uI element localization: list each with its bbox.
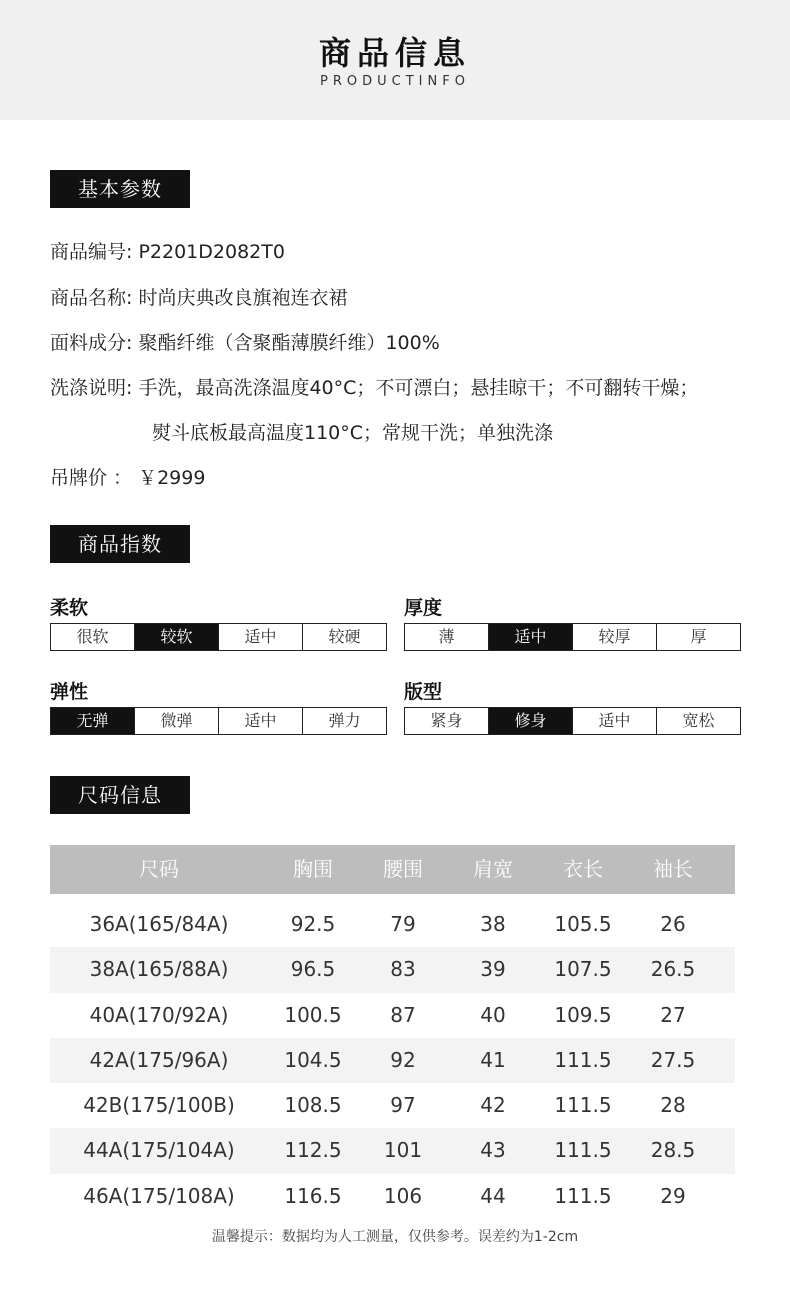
table-cell: 97 (390, 1093, 416, 1118)
table-cell: 106 (383, 1183, 423, 1208)
table-cell: 38 (480, 912, 506, 936)
table-cell: 92.5 (290, 912, 336, 936)
table-cell: 105.5 (554, 912, 612, 936)
table-row (50, 902, 735, 947)
info-value: P2201D2082T0 (138, 241, 285, 263)
section-label-index: 商品指数 (50, 525, 190, 563)
header-cell: 尺码 (139, 857, 179, 881)
table-cell: 40 (480, 1002, 506, 1027)
scale-option: 微弹 (135, 708, 219, 734)
page-subtitle: PRODUCTINFO (320, 74, 470, 89)
table-cell: 109.5 (554, 1002, 612, 1027)
table-cell: 96.5 (290, 957, 336, 982)
table-cell: 38A(165/88A) (89, 957, 229, 982)
index-title-thickness: 厚度 (404, 597, 443, 619)
table-cell: 26.5 (650, 957, 696, 982)
table-cell: 101 (383, 1138, 423, 1163)
scale-option: 很软 (51, 624, 135, 650)
info-row-price (50, 463, 205, 490)
table-cell: 111.5 (554, 1093, 612, 1118)
table-row (50, 1038, 735, 1083)
table-row (50, 1083, 735, 1128)
scale-softness (50, 623, 387, 651)
table-cell: 108.5 (284, 1093, 342, 1118)
table-cell: 104.5 (284, 1047, 342, 1072)
header-cell: 肩宽 (473, 857, 513, 881)
table-cell: 28 (660, 1093, 686, 1118)
table-row (50, 947, 735, 992)
info-value: 熨斗底板最高温度110°C；常规干洗；单独洗涤 (152, 422, 554, 444)
table-cell: 26 (660, 912, 686, 936)
table-cell: 36A(165/84A) (89, 912, 229, 936)
info-value: 时尚庆典改良旗袍连衣裙 (138, 287, 348, 309)
table-cell: 27.5 (650, 1047, 696, 1072)
scale-option: 宽松 (682, 711, 715, 730)
table-cell: 27 (660, 1002, 686, 1027)
scale-option: 修身 (489, 708, 573, 734)
header-cell: 袖长 (653, 857, 693, 881)
table-cell: 87 (390, 1002, 416, 1027)
table-cell: 42B(175/100B) (83, 1093, 235, 1118)
scale-elasticity (50, 707, 387, 735)
index-title-softness: 柔软 (50, 597, 89, 619)
info-value: 聚酯纤维（含聚酯薄膜纤维）100% (138, 332, 440, 354)
table-cell: 111.5 (554, 1138, 612, 1163)
info-row-wash-cont (152, 418, 553, 445)
table-cell: 107.5 (554, 957, 612, 982)
size-table-header (50, 845, 735, 894)
scale-option: 较硬 (328, 627, 361, 646)
scale-fit (404, 707, 741, 735)
info-key: 面料成分: (50, 332, 133, 354)
table-cell: 42 (480, 1093, 506, 1118)
info-key: 商品名称: (50, 287, 133, 309)
table-cell: 29 (660, 1183, 686, 1208)
table-cell: 41 (480, 1047, 506, 1072)
section-label-basic: 基本参数 (50, 170, 190, 208)
scale-option: 较厚 (573, 624, 657, 650)
info-value: ￥2999 (138, 467, 206, 489)
table-cell: 83 (390, 957, 416, 982)
scale-thickness (404, 623, 741, 651)
info-key: 商品编号: (50, 241, 133, 263)
measurement-note: 温馨提示：数据均为人工测量，仅供参考。误差约为1-2cm (211, 1229, 579, 1245)
table-row (50, 993, 735, 1038)
table-cell: 100.5 (284, 1002, 342, 1027)
header-cell: 腰围 (383, 857, 423, 881)
scale-option: 适中 (219, 624, 303, 650)
scale-option: 适中 (573, 708, 657, 734)
index-title-elasticity: 弹性 (50, 681, 89, 703)
table-cell: 42A(175/96A) (89, 1047, 229, 1072)
table-cell: 44A(175/104A) (83, 1138, 235, 1163)
info-row-fabric (50, 328, 440, 355)
table-cell: 111.5 (554, 1047, 612, 1072)
header-cell: 衣长 (563, 857, 603, 881)
scale-option: 适中 (219, 708, 303, 734)
info-key: 洗涤说明: (50, 377, 133, 399)
scale-option: 无弹 (51, 708, 135, 734)
info-row-name (50, 283, 347, 310)
table-cell: 111.5 (554, 1183, 612, 1208)
scale-option: 适中 (489, 624, 573, 650)
table-cell: 43 (480, 1138, 506, 1163)
table-cell: 116.5 (284, 1183, 342, 1208)
index-title-fit: 版型 (404, 681, 443, 703)
scale-option: 薄 (405, 624, 489, 650)
table-cell: 46A(175/108A) (83, 1183, 235, 1208)
scale-option: 厚 (690, 627, 707, 646)
table-cell: 40A(170/92A) (89, 1002, 229, 1027)
table-cell: 79 (390, 912, 416, 936)
info-row-code (50, 237, 285, 264)
page-header (0, 0, 790, 120)
table-cell: 28.5 (650, 1138, 696, 1163)
scale-option: 较软 (135, 624, 219, 650)
table-cell: 39 (480, 957, 506, 982)
scale-option: 弹力 (328, 711, 361, 730)
scale-option: 紧身 (405, 708, 489, 734)
page-title: 商品信息 (318, 34, 471, 72)
header-cell: 胸围 (293, 857, 333, 881)
info-value: 手洗，最高洗涤温度40°C；不可漂白；悬挂晾干；不可翻转干燥； (138, 377, 699, 399)
table-cell: 92 (390, 1047, 416, 1072)
info-row-wash (50, 373, 698, 400)
table-cell: 44 (480, 1183, 506, 1208)
table-cell: 112.5 (284, 1138, 342, 1163)
size-table (50, 845, 735, 1219)
section-label-sizes: 尺码信息 (50, 776, 190, 814)
info-key: 吊牌价 ： (50, 467, 133, 489)
table-row (50, 1128, 735, 1173)
size-table-body (50, 902, 735, 1219)
table-row (50, 1174, 735, 1219)
